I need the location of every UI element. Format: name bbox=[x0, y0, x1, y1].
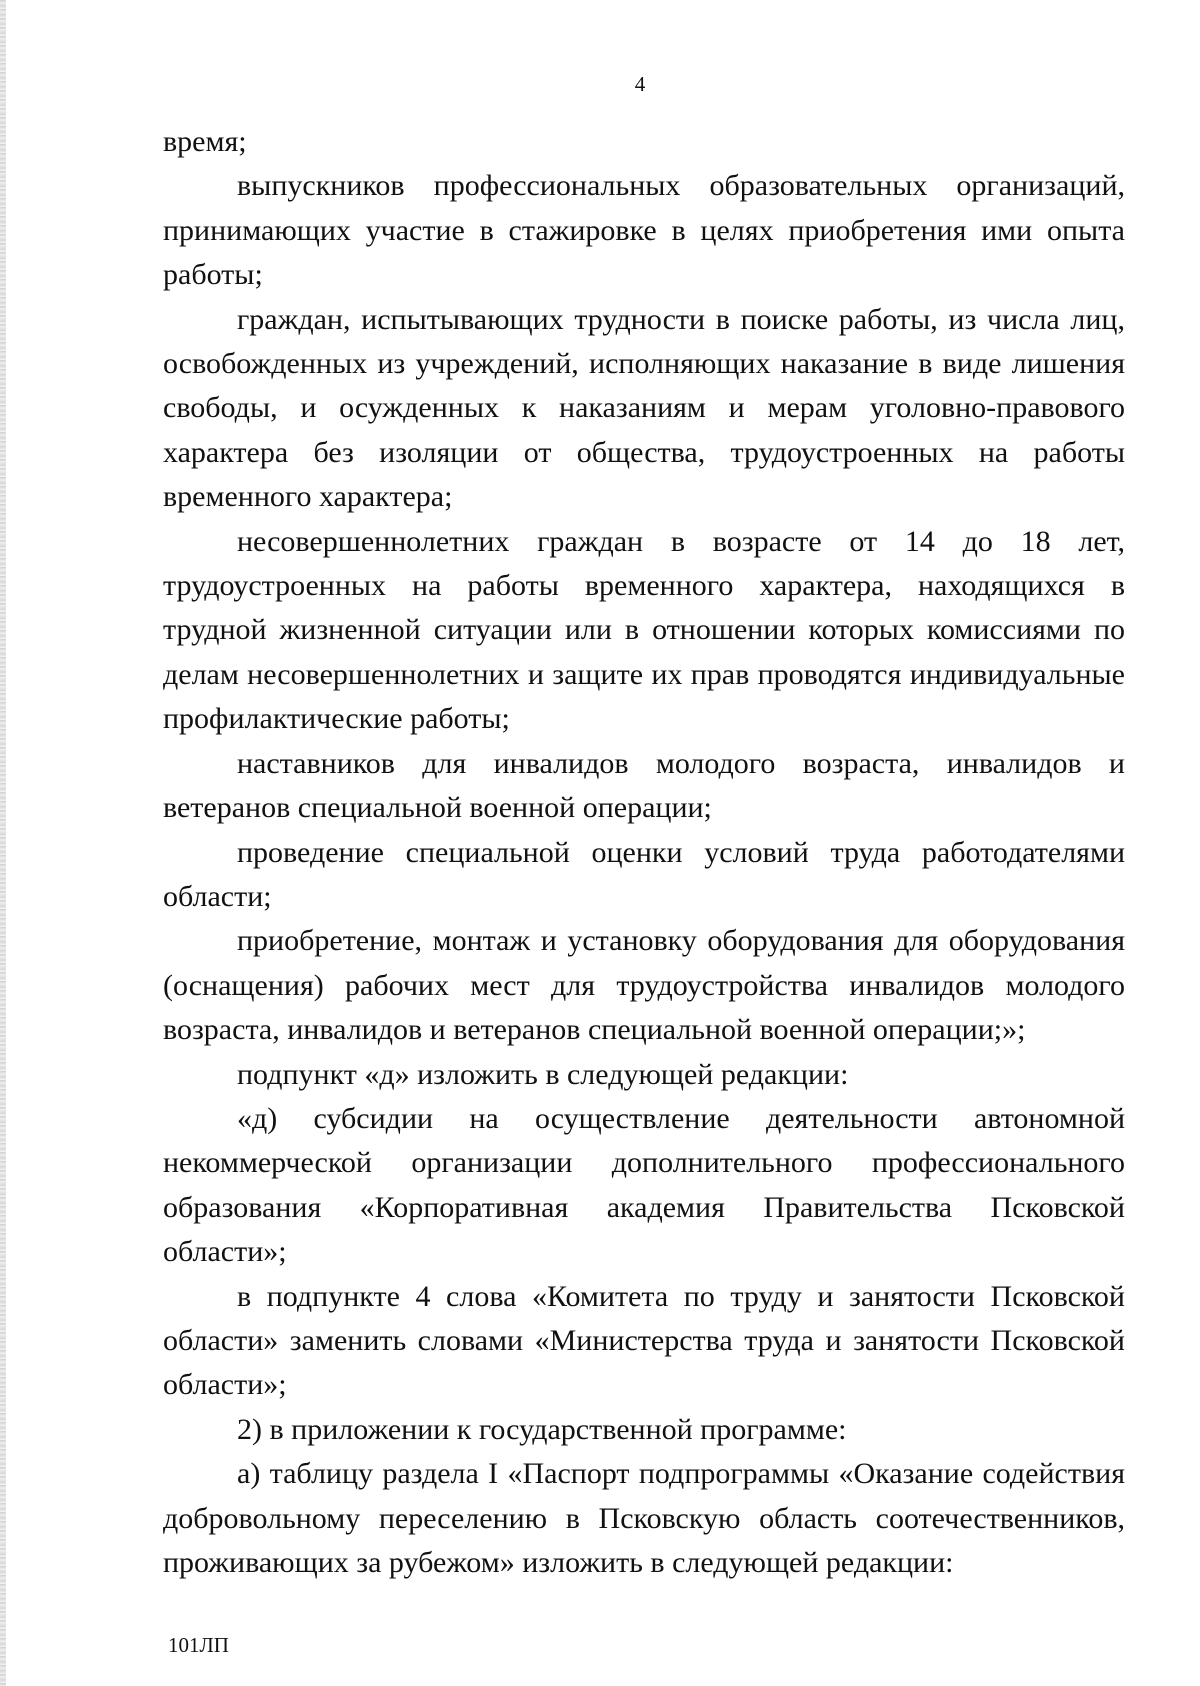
paragraph: несовершеннолетних граждан в возрасте от 14 до 18 лет, трудоустроенных на работы временного характера, находящихся в трудной жизненной ситуации или в отношении которых комиссиями по делам несовершеннолетних и защите их прав проводятся индивидуальные профилактические работы; bbox=[163, 524, 1125, 736]
document-body bbox=[163, 120, 1125, 1585]
paragraph: в подпункте 4 слова «Комитета по труду и занятости Псковской области» заменить словами «Министерства труда и занятости Псковской области»; bbox=[163, 1279, 1125, 1402]
paragraph: подпункт «д» изложить в следующей редакции: bbox=[237, 1057, 849, 1091]
paragraph: граждан, испытывающих трудности в поиске работы, из числа лиц, освобожденных из учреждений, исполняющих наказание в виде лишения свободы, и осужденных к наказаниям и мерам уголовно-правового характера без изоляции от общества, трудоустроенных на работы временного характера; bbox=[163, 302, 1125, 514]
footer-document-code: 101ЛП bbox=[168, 1633, 229, 1657]
paragraph: а) таблицу раздела I «Паспорт подпрограммы «Оказание содействия добровольному переселению в Псковскую область соотечественников, проживающих за рубежом» изложить в следующей редакции: bbox=[163, 1457, 1125, 1579]
paragraph: выпускников профессиональных образовательных организаций, принимающих участие в стажировке в целях приобретения ими опыта работы; bbox=[163, 169, 1125, 292]
paragraph: «д) субсидии на осуществление деятельности автономной некоммерческой организации дополнительного профессионального образования «Корпоративная академия Правительства Псковской области»; bbox=[163, 1101, 1125, 1269]
paragraph: время; bbox=[163, 125, 247, 158]
paragraph: проведение специальной оценки условий труда работодателями области; bbox=[163, 835, 1125, 913]
page-number: 4 bbox=[634, 72, 646, 96]
paragraph: приобретение, монтаж и установку оборудования для оборудования (оснащения) рабочих мест для трудоустройства инвалидов молодого возраста, инвалидов и ветеранов специальной военной операции;»; bbox=[163, 924, 1125, 1047]
paragraph: наставников для инвалидов молодого возраста, инвалидов и ветеранов специальной военной операции; bbox=[163, 746, 1125, 825]
scan-edge bbox=[0, 0, 6, 1686]
paragraph: 2) в приложении к государственной программе: bbox=[237, 1412, 847, 1446]
